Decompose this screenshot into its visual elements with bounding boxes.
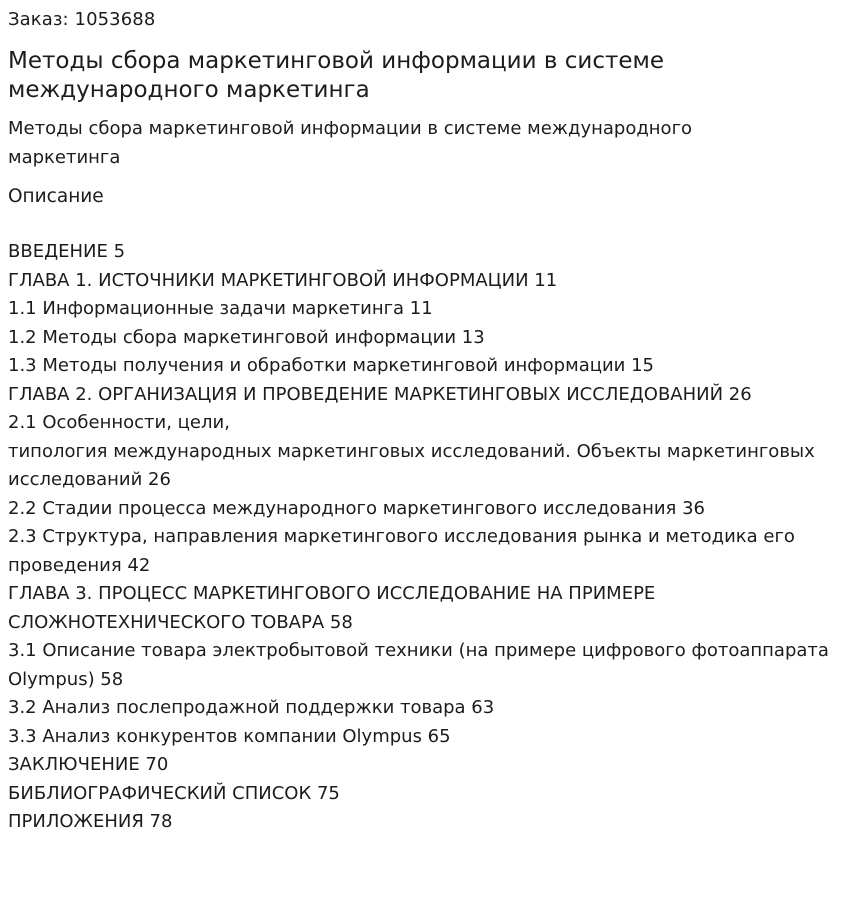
toc-item-appendices: ПРИЛОЖЕНИЯ 78 [8, 811, 173, 832]
toc-item-conclusion: ЗАКЛЮЧЕНИЕ 70 [8, 754, 169, 775]
toc-item-1-2: 1.2 Методы сбора маркетинговой информации 13 [8, 326, 485, 348]
toc-item-2-2: 2.2 Стадии процесса международного маркетингового исследования 36 [8, 497, 705, 519]
toc-item-bibliography: БИБЛИОГРАФИЧЕСКИЙ СПИСОК 75 [8, 782, 340, 804]
toc-item-chapter-1: ГЛАВА 1. ИСТОЧНИКИ МАРКЕТИНГОВОЙ ИНФОРМАЦИИ 11 [8, 269, 558, 291]
toc-item-3-1: 3.1 Описание товара электробытовой техники (на примере цифрового фотоаппарата Olympus) 58 [8, 640, 829, 690]
description-heading: Описание [8, 186, 104, 207]
page-subtitle: Методы сбора маркетинговой информации в системе международного маркетинга [8, 118, 693, 168]
toc-item-2-1-continued: типология международных маркетинговых исследований. Объекты маркетинговых исследований 26 [8, 440, 815, 490]
order-number: Заказ: 1053688 [8, 9, 156, 30]
toc-item-3-2: 3.2 Анализ послепродажной поддержки товара 63 [8, 697, 495, 718]
toc-item-2-1: 2.1 Особенности, цели, [8, 412, 230, 433]
page-title: Методы сбора маркетинговой информации в системе международного маркетинга [8, 48, 665, 103]
toc-item-1-3: 1.3 Методы получения и обработки маркетинговой информации 15 [8, 355, 654, 376]
toc-item-chapter-3: ГЛАВА 3. ПРОЦЕСС МАРКЕТИНГОВОГО ИССЛЕДОВАНИЕ НА ПРИМЕРЕ СЛОЖНОТЕХНИЧЕСКОГО ТОВАРА 58 [8, 583, 656, 633]
toc-item-introduction: ВВЕДЕНИЕ 5 [8, 241, 126, 262]
table-of-contents [8, 238, 839, 837]
toc-item-2-3: 2.3 Структура, направления маркетингового исследования рынка и методика его проведения 42 [8, 526, 795, 576]
toc-item-3-3: 3.3 Анализ конкурентов компании Olympus 65 [8, 725, 451, 747]
toc-item-chapter-2: ГЛАВА 2. ОРГАНИЗАЦИЯ И ПРОВЕДЕНИЕ МАРКЕТИНГОВЫХ ИССЛЕДОВАНИЙ 26 [8, 383, 752, 405]
toc-item-1-1: 1.1 Информационные задачи маркетинга 11 [8, 298, 433, 319]
